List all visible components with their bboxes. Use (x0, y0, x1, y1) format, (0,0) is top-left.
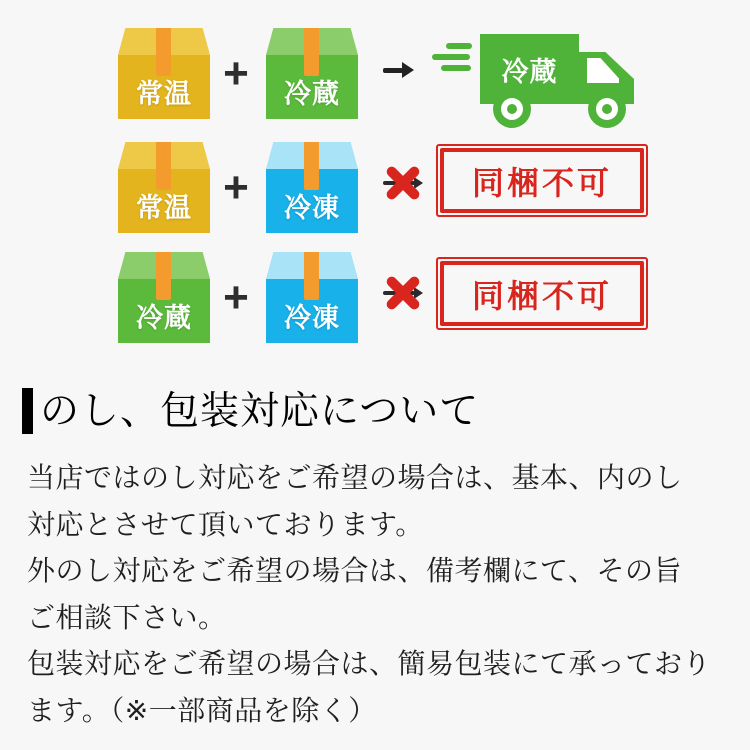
delivery-truck-icon (432, 34, 646, 129)
speed-line-icon (446, 43, 472, 49)
box-frozen-icon (266, 252, 358, 343)
stamp-label: 同梱不可 (440, 261, 644, 326)
section-heading (22, 386, 479, 436)
combination-row-ng-1 (0, 142, 750, 242)
box-label: 常温 (136, 193, 192, 223)
cross-x-icon (381, 271, 425, 315)
box-tape (304, 252, 319, 300)
box-label: 常温 (136, 79, 192, 109)
truck-wheel-icon (493, 90, 531, 128)
section-body (27, 455, 737, 734)
truck-cargo-box (480, 34, 579, 104)
body-line: ます。（※一部商品を除く） (27, 694, 377, 726)
cross-x-icon (381, 161, 425, 205)
body-line: 当店ではのし対応をご希望の場合は、基本、内のし (27, 462, 683, 493)
section-title: のし、包装対応について (40, 389, 480, 433)
box-tape (156, 252, 171, 300)
plus-icon: + (223, 162, 249, 212)
stamp-not-combinable (436, 257, 648, 330)
box-chilled-icon (266, 28, 358, 119)
arrow-right-icon (383, 68, 403, 73)
stamp-not-combinable (436, 144, 648, 217)
box-tape (304, 142, 319, 190)
box-tape (156, 142, 171, 190)
box-label: 冷凍 (284, 193, 340, 223)
plus-icon: + (223, 48, 249, 98)
body-line: 外のし対応をご希望の場合は、備考欄にて、その旨 (27, 555, 682, 586)
body-line: 包装対応をご希望の場合は、簡易包装にて承っており (27, 648, 712, 679)
box-chilled-icon (118, 252, 210, 343)
truck-wheel-icon (588, 90, 626, 128)
body-line: 対応とさせて頂いております。 (27, 508, 424, 540)
box-tape (156, 28, 171, 76)
truck-label: 冷蔵 (501, 56, 558, 87)
box-tape (304, 28, 319, 76)
box-ambient-icon (118, 142, 210, 233)
combination-row-ok (0, 28, 750, 128)
stamp-label: 同梱不可 (440, 148, 644, 213)
speed-line-icon (441, 65, 471, 71)
speed-line-icon (432, 54, 470, 60)
heading-accent-bar (22, 388, 33, 434)
box-frozen-icon (266, 142, 358, 233)
plus-icon: + (223, 272, 249, 322)
box-label: 冷蔵 (284, 79, 340, 109)
box-ambient-icon (118, 28, 210, 119)
combination-row-ng-2 (0, 252, 750, 352)
box-label: 冷凍 (284, 303, 340, 333)
box-label: 冷蔵 (136, 303, 192, 333)
body-line: ご相談下さい。 (27, 601, 227, 633)
